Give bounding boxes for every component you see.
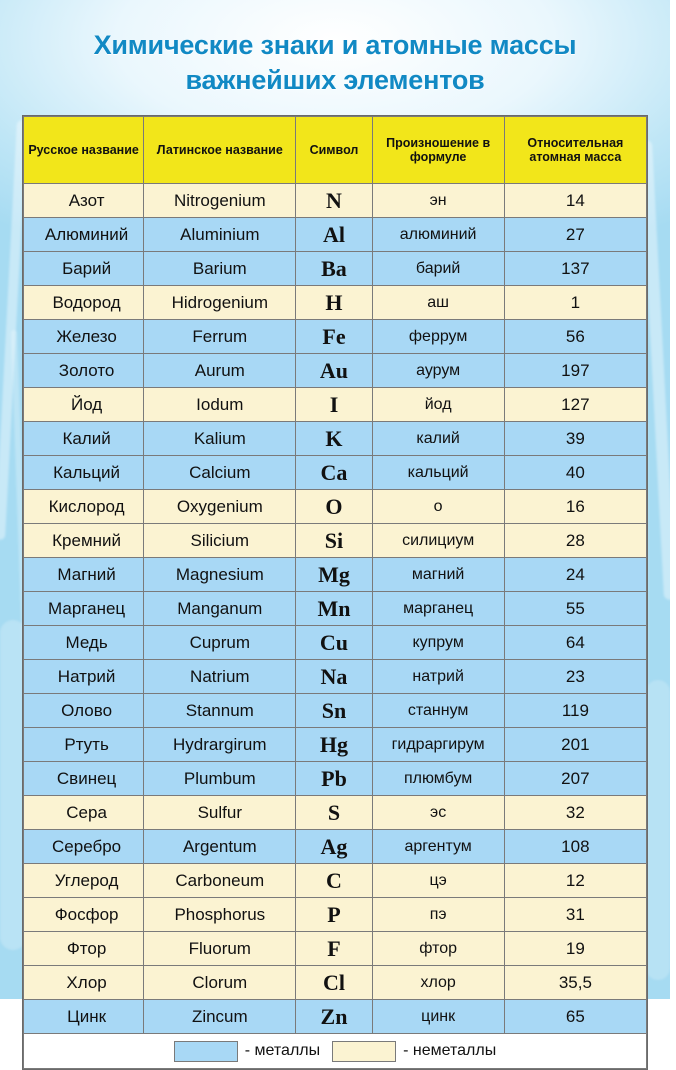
cell-latin-name: Oxygenium [144,490,296,524]
table-row [24,490,647,524]
cell-russian-name: Натрий [24,660,144,694]
cell-atomic-mass: 27 [504,218,646,252]
cell-russian-name: Золото [24,354,144,388]
cell-pronunciation: аш [372,286,504,320]
table-row [24,660,647,694]
cell-latin-name: Zincum [144,1000,296,1034]
page-title: Химические знаки и атомные массы важнейших элементов [93,30,577,95]
cell-russian-name: Кальций [24,456,144,490]
column-header-symbol [296,117,372,184]
cell-atomic-mass: 55 [504,592,646,626]
elements-table [23,116,647,1069]
cell-russian-name: Серебро [24,830,144,864]
table-row [24,1000,647,1034]
cell-atomic-mass: 19 [504,932,646,966]
table-row [24,558,647,592]
cell-atomic-mass: 1 [504,286,646,320]
cell-russian-name: Марганец [24,592,144,626]
table-row [24,796,647,830]
header-line: Русское название [28,142,139,157]
table-row [24,762,647,796]
cell-russian-name: Фтор [24,932,144,966]
cell-latin-name: Silicium [144,524,296,558]
cell-atomic-mass: 65 [504,1000,646,1034]
cell-atomic-mass: 119 [504,694,646,728]
cell-pronunciation: барий [372,252,504,286]
table-row [24,592,647,626]
cell-russian-name: Кислород [24,490,144,524]
cell-pronunciation: хлор [372,966,504,1000]
cell-latin-name: Cuprum [144,626,296,660]
table-row [24,456,647,490]
cell-symbol: Mn [296,592,372,626]
cell-symbol: Na [296,660,372,694]
cell-atomic-mass: 137 [504,252,646,286]
cell-pronunciation: аурум [372,354,504,388]
cell-symbol: Fe [296,320,372,354]
cell-latin-name: Sulfur [144,796,296,830]
cell-latin-name: Phosphorus [144,898,296,932]
cell-russian-name: Хлор [24,966,144,1000]
cell-symbol: Al [296,218,372,252]
cell-atomic-mass: 207 [504,762,646,796]
legend-item-metals [174,1041,320,1062]
cell-latin-name: Barium [144,252,296,286]
cell-russian-name: Свинец [24,762,144,796]
table-row [24,694,647,728]
cell-atomic-mass: 64 [504,626,646,660]
cell-pronunciation: станнум [372,694,504,728]
cell-russian-name: Железо [24,320,144,354]
cell-russian-name: Калий [24,422,144,456]
cell-latin-name: Stannum [144,694,296,728]
metal-color-swatch [174,1041,238,1062]
cell-atomic-mass: 23 [504,660,646,694]
cell-pronunciation: алюминий [372,218,504,252]
cell-russian-name: Кремний [24,524,144,558]
column-header-latin-name [144,117,296,184]
cell-russian-name: Углерод [24,864,144,898]
cell-pronunciation: эс [372,796,504,830]
cell-atomic-mass: 32 [504,796,646,830]
column-header-pronunciation [372,117,504,184]
table-row [24,728,647,762]
cell-pronunciation: феррум [372,320,504,354]
nonmetal-color-swatch [332,1041,396,1062]
cell-latin-name: Natrium [144,660,296,694]
cell-latin-name: Hydrargirum [144,728,296,762]
cell-latin-name: Calcium [144,456,296,490]
cell-pronunciation: пэ [372,898,504,932]
cell-latin-name: Ferrum [144,320,296,354]
cell-atomic-mass: 16 [504,490,646,524]
cell-symbol: Sn [296,694,372,728]
elements-table-container [22,115,648,1070]
cell-atomic-mass: 108 [504,830,646,864]
table-row [24,354,647,388]
cell-symbol: S [296,796,372,830]
column-header-russian-name [24,117,144,184]
table-row [24,218,647,252]
cell-russian-name: Алюминий [24,218,144,252]
cell-atomic-mass: 127 [504,388,646,422]
column-header-atomic-mass [504,117,646,184]
cell-pronunciation: магний [372,558,504,592]
cell-russian-name: Цинк [24,1000,144,1034]
cell-symbol: N [296,184,372,218]
cell-pronunciation: силициум [372,524,504,558]
cell-latin-name: Aurum [144,354,296,388]
cell-latin-name: Iodum [144,388,296,422]
header-line: Символ [309,142,359,157]
cell-symbol: K [296,422,372,456]
cell-pronunciation: фтор [372,932,504,966]
cell-russian-name: Фосфор [24,898,144,932]
cell-symbol: Hg [296,728,372,762]
table-row [24,898,647,932]
table-row [24,830,647,864]
cell-latin-name: Plumbum [144,762,296,796]
cell-latin-name: Kalium [144,422,296,456]
cell-pronunciation: о [372,490,504,524]
cell-pronunciation: йод [372,388,504,422]
legend-item-nonmetals [332,1041,496,1062]
cell-atomic-mass: 12 [504,864,646,898]
cell-russian-name: Барий [24,252,144,286]
cell-latin-name: Manganum [144,592,296,626]
cell-atomic-mass: 28 [504,524,646,558]
table-row [24,422,647,456]
cell-symbol: Si [296,524,372,558]
cell-latin-name: Clorum [144,966,296,1000]
legend-row [24,1034,647,1069]
cell-pronunciation: плюмбум [372,762,504,796]
cell-russian-name: Медь [24,626,144,660]
cell-symbol: Mg [296,558,372,592]
cell-symbol: Ag [296,830,372,864]
cell-pronunciation: аргентум [372,830,504,864]
cell-atomic-mass: 201 [504,728,646,762]
cell-atomic-mass: 35,5 [504,966,646,1000]
table-row [24,252,647,286]
cell-symbol: Cu [296,626,372,660]
table-row [24,932,647,966]
cell-pronunciation: натрий [372,660,504,694]
table-row [24,864,647,898]
cell-russian-name: Азот [24,184,144,218]
cell-latin-name: Carboneum [144,864,296,898]
cell-symbol: P [296,898,372,932]
cell-russian-name: Магний [24,558,144,592]
header-line: Относительная атомная масса [527,135,624,165]
legend-cell [24,1034,647,1069]
header-line: Латинское название [156,142,283,157]
cell-symbol: Au [296,354,372,388]
cell-symbol: F [296,932,372,966]
table-footer [24,1034,647,1069]
cell-pronunciation: марганец [372,592,504,626]
table-row [24,286,647,320]
cell-latin-name: Fluorum [144,932,296,966]
table-row [24,184,647,218]
cell-symbol: C [296,864,372,898]
cell-pronunciation: цинк [372,1000,504,1034]
cell-latin-name: Argentum [144,830,296,864]
table-row [24,966,647,1000]
cell-atomic-mass: 31 [504,898,646,932]
cell-latin-name: Nitrogenium [144,184,296,218]
water-streak-decoration [646,680,670,980]
cell-latin-name: Hidrogenium [144,286,296,320]
table-row [24,626,647,660]
cell-atomic-mass: 24 [504,558,646,592]
table-header [24,117,647,184]
legend-label-metals: - металлы [244,1042,321,1060]
cell-atomic-mass: 14 [504,184,646,218]
cell-symbol: O [296,490,372,524]
cell-russian-name: Олово [24,694,144,728]
table-body [24,184,647,1034]
cell-symbol: Ba [296,252,372,286]
cell-russian-name: Йод [24,388,144,422]
cell-atomic-mass: 39 [504,422,646,456]
cell-russian-name: Водород [24,286,144,320]
cell-symbol: H [296,286,372,320]
cell-russian-name: Сера [24,796,144,830]
cell-atomic-mass: 40 [504,456,646,490]
cell-symbol: Pb [296,762,372,796]
legend [25,1041,645,1062]
cell-symbol: I [296,388,372,422]
cell-symbol: Cl [296,966,372,1000]
legend-label-nonmetals: - неметаллы [403,1042,497,1060]
cell-latin-name: Magnesium [144,558,296,592]
cell-pronunciation: калий [372,422,504,456]
table-row [24,320,647,354]
cell-pronunciation: кальций [372,456,504,490]
table-header-row [24,117,647,184]
cell-symbol: Zn [296,1000,372,1034]
cell-symbol: Ca [296,456,372,490]
cell-pronunciation: купрум [372,626,504,660]
header-line: Произношение в формуле [386,135,491,165]
cell-russian-name: Ртуть [24,728,144,762]
cell-pronunciation: цэ [372,864,504,898]
cell-atomic-mass: 197 [504,354,646,388]
table-row [24,524,647,558]
table-row [24,388,647,422]
cell-atomic-mass: 56 [504,320,646,354]
cell-pronunciation: гидраргирум [372,728,504,762]
cell-latin-name: Aluminium [144,218,296,252]
cell-pronunciation: эн [372,184,504,218]
